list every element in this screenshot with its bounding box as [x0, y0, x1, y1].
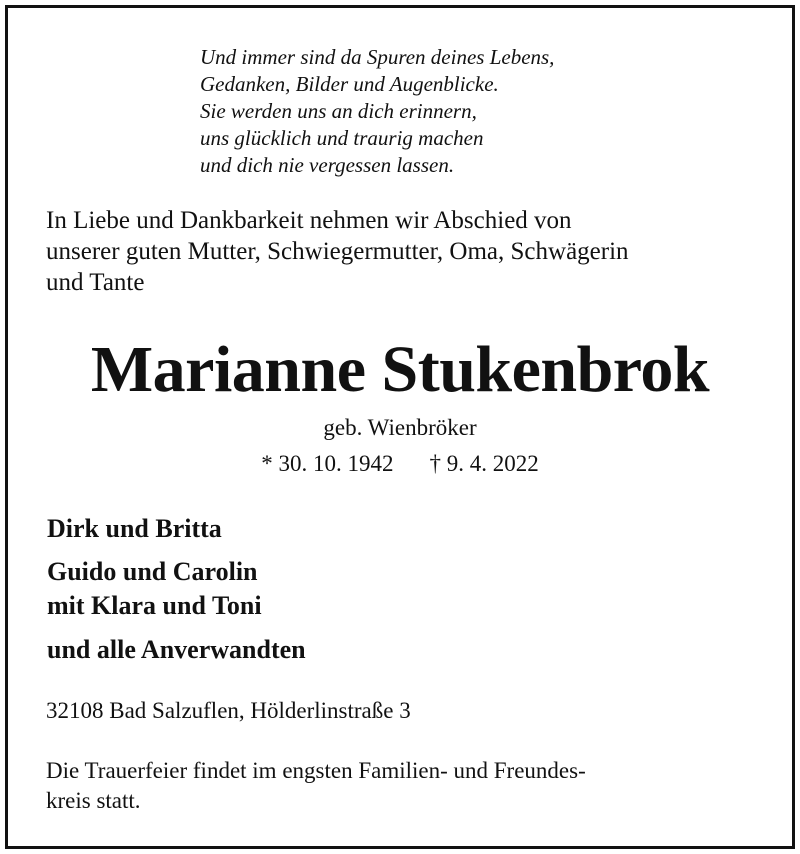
- poem-line: Gedanken, Bilder und Augenblicke.: [200, 72, 499, 96]
- life-dates: [0, 450, 800, 478]
- deceased-name: Marianne Stukenbrok: [90, 333, 710, 406]
- poem-line: uns glücklich und traurig machen: [200, 126, 484, 150]
- poem-line: und dich nie vergessen lassen.: [200, 153, 455, 177]
- intro-line: unserer guten Mutter, Schwiegermutter, Oma, Schwägerin: [46, 238, 629, 265]
- service-line: Die Trauerfeier findet im engsten Familien- und Freundes-: [46, 758, 586, 783]
- mourner-line: Guido und Carolin: [47, 557, 258, 586]
- intro-line: In Liebe und Dankbarkeit nehmen wir Abschied von: [46, 207, 572, 234]
- mourner-line: Dirk und Britta: [47, 514, 222, 543]
- birth-date: * 30. 10. 1942: [261, 451, 394, 476]
- mourners-list: [47, 512, 306, 667]
- farewell-intro: [46, 205, 629, 298]
- poem-line: Sie werden uns an dich erinnern,: [200, 99, 477, 123]
- poem-line: Und immer sind da Spuren deines Lebens,: [200, 45, 555, 69]
- mourner-line: mit Klara und Toni: [47, 591, 262, 620]
- death-date: † 9. 4. 2022: [429, 451, 539, 476]
- service-line: kreis statt.: [46, 788, 141, 813]
- funeral-service-note: [46, 756, 586, 816]
- memorial-poem: [200, 44, 554, 179]
- maiden-name: geb. Wienbröker: [323, 415, 477, 440]
- family-address: 32108 Bad Salzuflen, Hölderlinstraße 3: [46, 698, 411, 723]
- intro-line: und Tante: [46, 269, 145, 296]
- mourner-line: und alle Anverwandten: [47, 635, 306, 664]
